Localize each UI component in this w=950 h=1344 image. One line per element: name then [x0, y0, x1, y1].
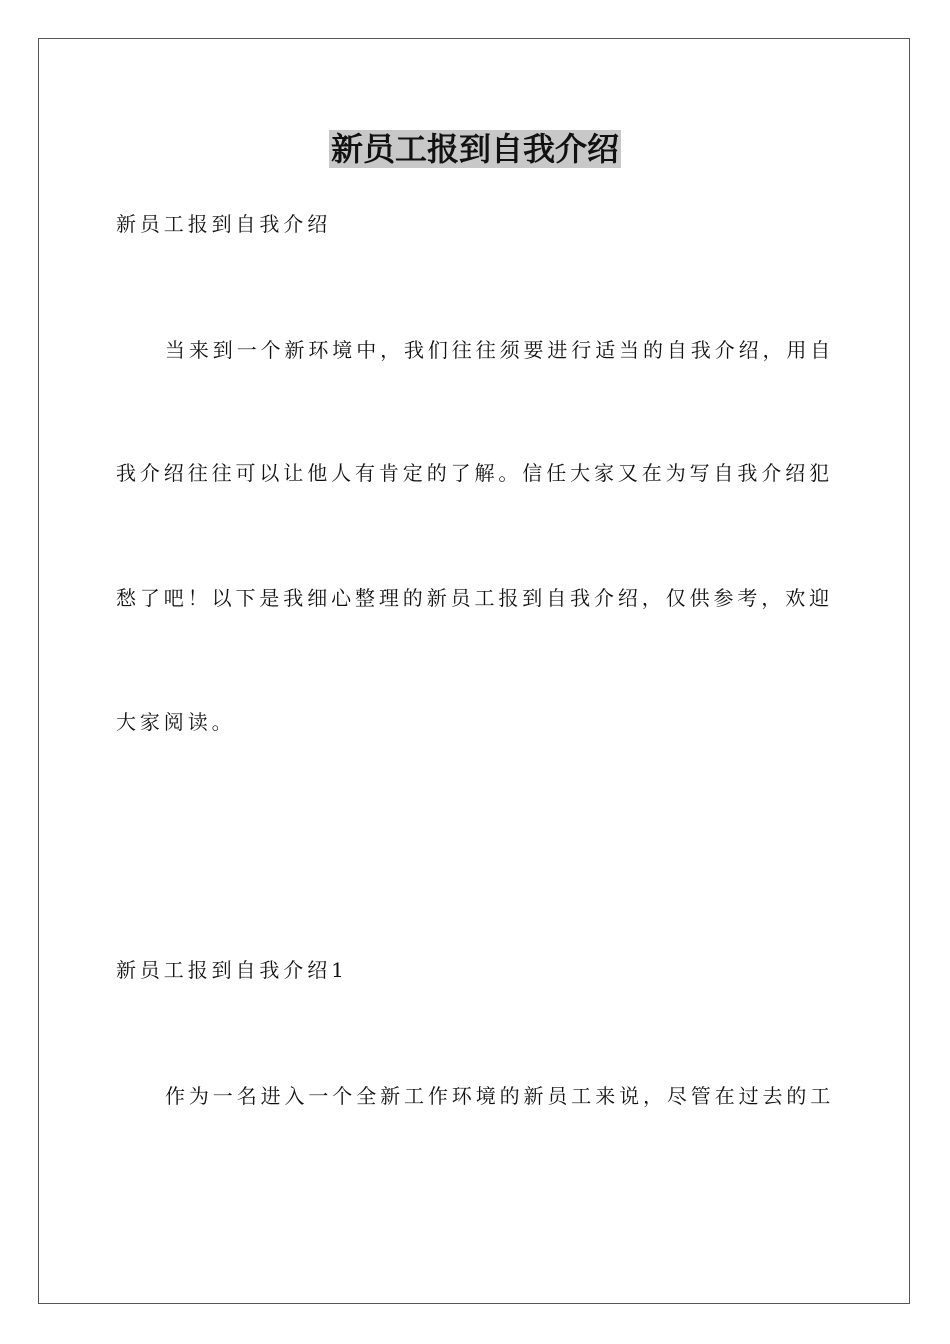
- section-line-1: 作为一名进入一个全新工作环境的新员工来说，尽管在过去的工: [165, 1084, 835, 1108]
- intro-line-3: 愁了吧！以下是我细心整理的新员工报到自我介绍，仅供参考，欢迎: [116, 586, 833, 610]
- document-subtitle: 新员工报到自我介绍: [116, 212, 332, 236]
- intro-line-2: 我介绍往往可以让他人有肯定的了解。信任大家又在为写自我介绍犯: [116, 461, 833, 485]
- document-title-text: 新员工报到自我介绍: [330, 130, 619, 168]
- intro-line-1: 当来到一个新环境中，我们往往须要进行适当的自我介绍，用自: [165, 338, 835, 362]
- document-title: [0, 124, 950, 174]
- section-heading: 新员工报到自我介绍1: [116, 958, 348, 982]
- intro-line-4: 大家阅读。: [116, 710, 236, 734]
